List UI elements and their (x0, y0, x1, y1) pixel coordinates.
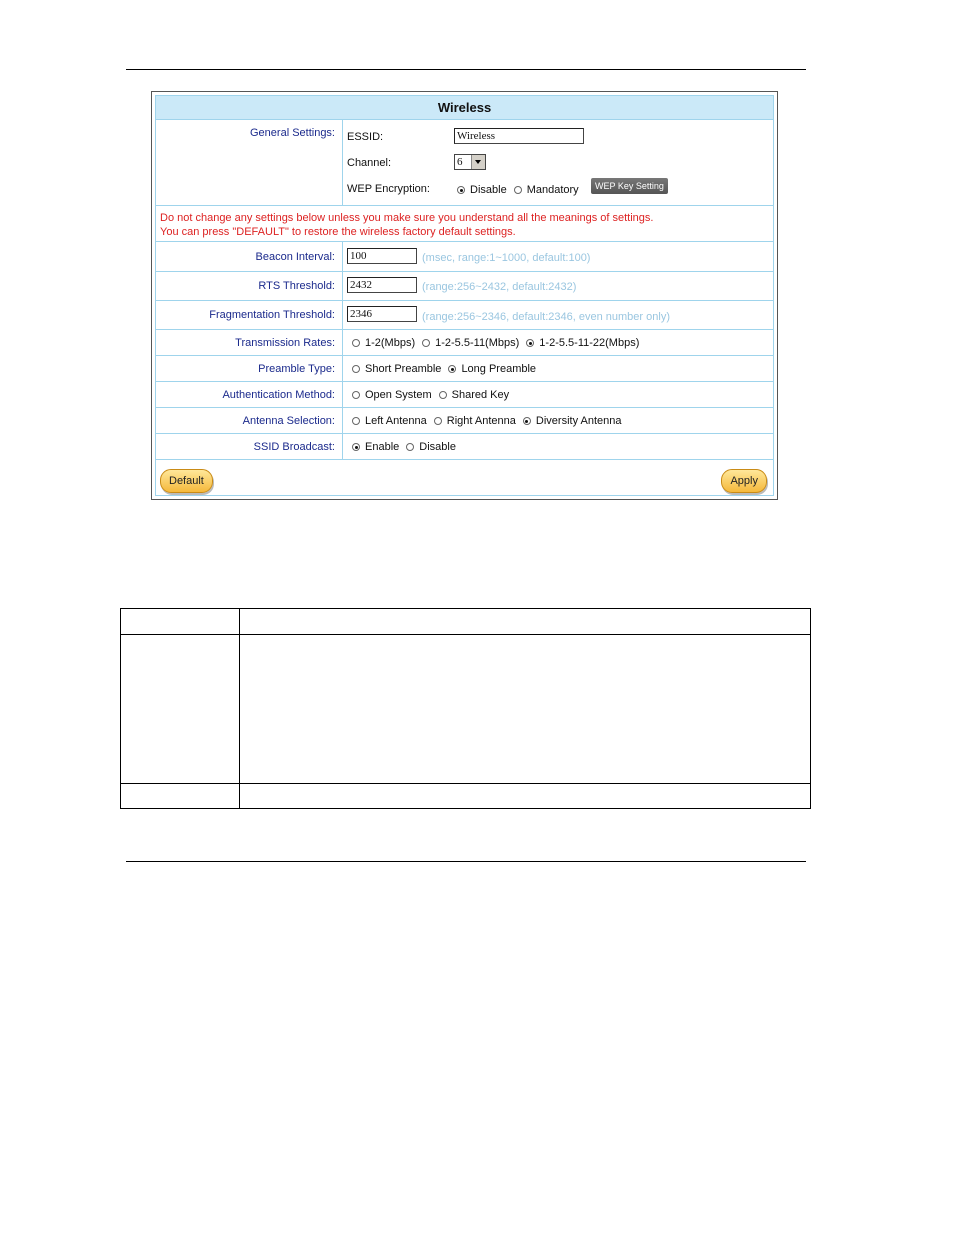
preamble-values (345, 356, 773, 381)
rts-hint: (range:256~2432, default:2432) (422, 281, 577, 293)
rts-row (156, 272, 773, 301)
ssid-disable-label: Disable (419, 441, 456, 453)
warning-row (156, 206, 773, 242)
table-column-divider (239, 609, 240, 808)
short-preamble-radio[interactable] (352, 365, 360, 373)
frag-label: Fragmentation Threshold: (156, 301, 343, 329)
right-antenna-radio[interactable] (434, 417, 442, 425)
general-settings-row (156, 120, 773, 206)
frag-values (345, 301, 773, 329)
long-preamble-radio[interactable] (448, 365, 456, 373)
ssid-broadcast-options (352, 441, 463, 453)
shared-key-label: Shared Key (451, 389, 510, 401)
preamble-options (352, 363, 543, 375)
preamble-label: Preamble Type: (156, 356, 343, 381)
ssid-broadcast-label: SSID Broadcast: (156, 434, 343, 459)
frag-row (156, 301, 773, 330)
antenna-options (352, 415, 629, 427)
beacon-label: Beacon Interval: (156, 242, 343, 271)
channel-select-value: 6 (457, 156, 463, 168)
rates-values (345, 330, 773, 355)
rate-1-11-radio[interactable] (422, 339, 430, 347)
rts-label: RTS Threshold: (156, 272, 343, 300)
antenna-values (345, 408, 773, 433)
wireless-panel (151, 91, 778, 500)
rate-1-22-radio[interactable] (526, 339, 534, 347)
frag-hint: (range:256~2346, default:2346, even number only) (422, 311, 670, 323)
beacon-input[interactable]: 100 (347, 248, 417, 264)
open-system-label: Open System (365, 389, 432, 401)
antenna-row (156, 408, 773, 434)
wep-disable-label: Disable (470, 184, 507, 196)
long-preamble-label: Long Preamble (461, 363, 537, 375)
antenna-label: Antenna Selection: (156, 408, 343, 433)
channel-label: Channel: (347, 157, 392, 169)
ssid-broadcast-values (345, 434, 773, 459)
preamble-row (156, 356, 773, 382)
wep-key-setting-button[interactable]: WEP Key Setting (591, 178, 668, 194)
right-antenna-label: Right Antenna (446, 415, 516, 427)
warning-line-2: You can press "DEFAULT" to restore the wireless factory default settings. (160, 226, 516, 238)
apply-button[interactable]: Apply (721, 469, 767, 493)
beacon-values (345, 242, 773, 271)
rate-1-2-label: 1-2(Mbps) (365, 337, 416, 349)
chevron-down-icon[interactable] (471, 155, 485, 169)
ssid-enable-radio[interactable] (352, 443, 360, 451)
left-antenna-radio[interactable] (352, 417, 360, 425)
diversity-antenna-radio[interactable] (523, 417, 531, 425)
ssid-enable-label: Enable (365, 441, 400, 453)
wep-label: WEP Encryption: (347, 183, 430, 195)
table-row-divider (121, 783, 810, 784)
left-antenna-label: Left Antenna (365, 415, 427, 427)
ssid-disable-radio[interactable] (406, 443, 414, 451)
rates-options (352, 337, 646, 349)
default-button[interactable]: Default (160, 469, 213, 493)
shared-key-radio[interactable] (439, 391, 447, 399)
short-preamble-label: Short Preamble (365, 363, 442, 375)
rate-1-22-label: 1-2-5.5-11-22(Mbps) (539, 337, 640, 349)
general-settings-values (345, 120, 773, 205)
empty-table (120, 608, 811, 809)
rts-values (345, 272, 773, 300)
wireless-panel-inner (155, 95, 774, 496)
auth-options (352, 389, 516, 401)
rate-1-11-label: 1-2-5.5-11(Mbps) (435, 337, 520, 349)
auth-values (345, 382, 773, 407)
channel-select[interactable] (454, 154, 486, 170)
panel-title: Wireless (156, 96, 773, 120)
open-system-radio[interactable] (352, 391, 360, 399)
rate-1-2-radio[interactable] (352, 339, 360, 347)
wep-disable-radio[interactable] (457, 186, 465, 194)
general-settings-label: General Settings: (156, 120, 343, 205)
auth-label: Authentication Method: (156, 382, 343, 407)
top-rule (126, 69, 806, 70)
wep-mandatory-label: Mandatory (526, 184, 579, 196)
rates-row (156, 330, 773, 356)
essid-label: ESSID: (347, 131, 384, 143)
beacon-row (156, 242, 773, 272)
frag-input[interactable]: 2346 (347, 306, 417, 322)
essid-input[interactable]: Wireless (454, 128, 584, 144)
warning-line-1: Do not change any settings below unless you make sure you understand all the meanings of settings. (160, 212, 654, 224)
auth-row (156, 382, 773, 408)
wep-mandatory-radio[interactable] (514, 186, 522, 194)
table-header-divider (121, 634, 810, 635)
rts-input[interactable]: 2432 (347, 277, 417, 293)
diversity-antenna-label: Diversity Antenna (535, 415, 622, 427)
beacon-hint: (msec, range:1~1000, default:100) (422, 252, 591, 264)
bottom-rule (126, 861, 806, 862)
rates-label: Transmission Rates: (156, 330, 343, 355)
ssid-broadcast-row (156, 434, 773, 460)
wep-options (457, 184, 586, 196)
